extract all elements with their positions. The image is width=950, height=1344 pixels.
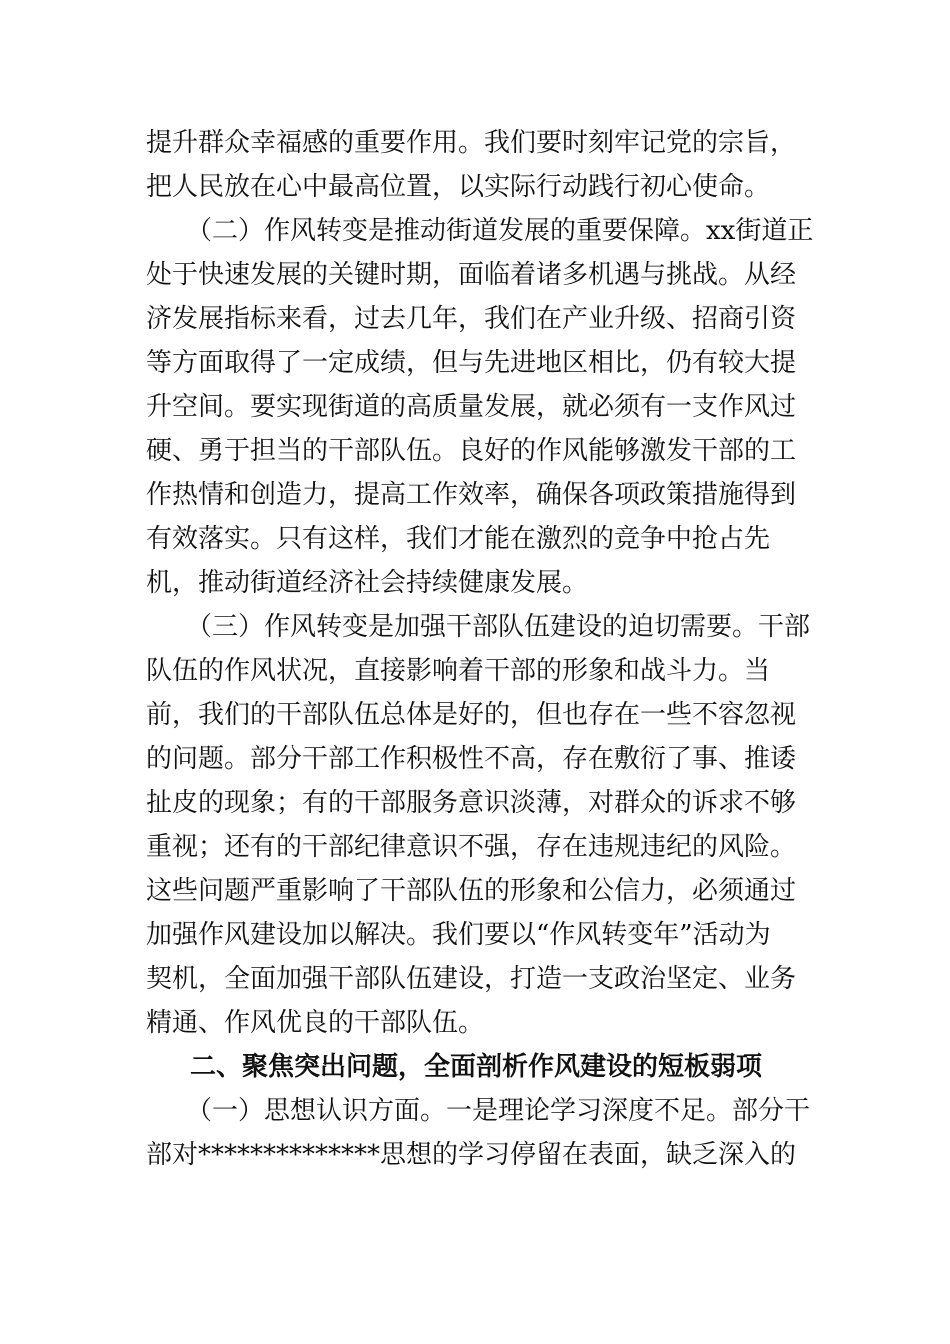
paragraph-line: 处于快速发展的关键时期，面临着诸多机遇与挑战。从经 — [146, 260, 797, 290]
paragraph-line: 这些问题严重影响了干部队伍的形象和公信力，必须通过 — [146, 876, 797, 906]
paragraph-line: 硬、勇于担当的干部队伍。良好的作风能够激发干部的工 — [146, 436, 797, 466]
section-heading: 二、聚焦突出问题，全面剖析作风建设的短板弱项 — [190, 1052, 763, 1082]
paragraph-line: 把人民放在心中最高位置，以实际行动践行初心使命。 — [146, 172, 771, 202]
paragraph-line: 等方面取得了一定成绩，但与先进地区相比，仍有较大提 — [146, 348, 797, 378]
paragraph-line: 重视；还有的干部纪律意识不强，存在违规违纪的风险。 — [146, 832, 797, 862]
paragraph-line: 部对**************思想的学习停留在表面，缺乏深入的 — [146, 1140, 797, 1170]
paragraph-line: 加强作风建设加以解决。我们要以“作风转变年”活动为 — [146, 920, 771, 950]
paragraph-line: 提升群众幸福感的重要作用。我们要时刻牢记党的宗旨， — [146, 128, 797, 158]
paragraph-line: （三）作风转变是加强干部队伍建设的迫切需要。干部 — [186, 612, 811, 642]
paragraph-line: （二）作风转变是推动街道发展的重要保障。xx街道正 — [186, 216, 814, 246]
paragraph-line: 精通、作风优良的干部队伍。 — [146, 1008, 485, 1038]
paragraph-line: 作热情和创造力，提高工作效率，确保各项政策措施得到 — [146, 480, 797, 510]
paragraph-line: 济发展指标来看，过去几年，我们在产业升级、招商引资 — [146, 304, 797, 334]
paragraph-line: 机，推动街道经济社会持续健康发展。 — [146, 568, 589, 598]
paragraph-line: 队伍的作风状况，直接影响着干部的形象和战斗力。当 — [146, 656, 771, 686]
paragraph-line: 有效落实。只有这样，我们才能在激烈的竞争中抢占先 — [146, 524, 771, 554]
paragraph-line: 契机，全面加强干部队伍建设，打造一支政治坚定、业务 — [146, 964, 797, 994]
paragraph-line: 的问题。部分干部工作积极性不高，存在敷衍了事、推诿 — [146, 744, 797, 774]
paragraph-line: 前，我们的干部队伍总体是好的，但也存在一些不容忽视 — [146, 700, 797, 730]
paragraph-line: （一）思想认识方面。一是理论学习深度不足。部分干 — [186, 1096, 811, 1126]
paragraph-line: 升空间。要实现街道的高质量发展，就必须有一支作风过 — [146, 392, 797, 422]
paragraph-line: 扯皮的现象；有的干部服务意识淡薄，对群众的诉求不够 — [146, 788, 797, 818]
